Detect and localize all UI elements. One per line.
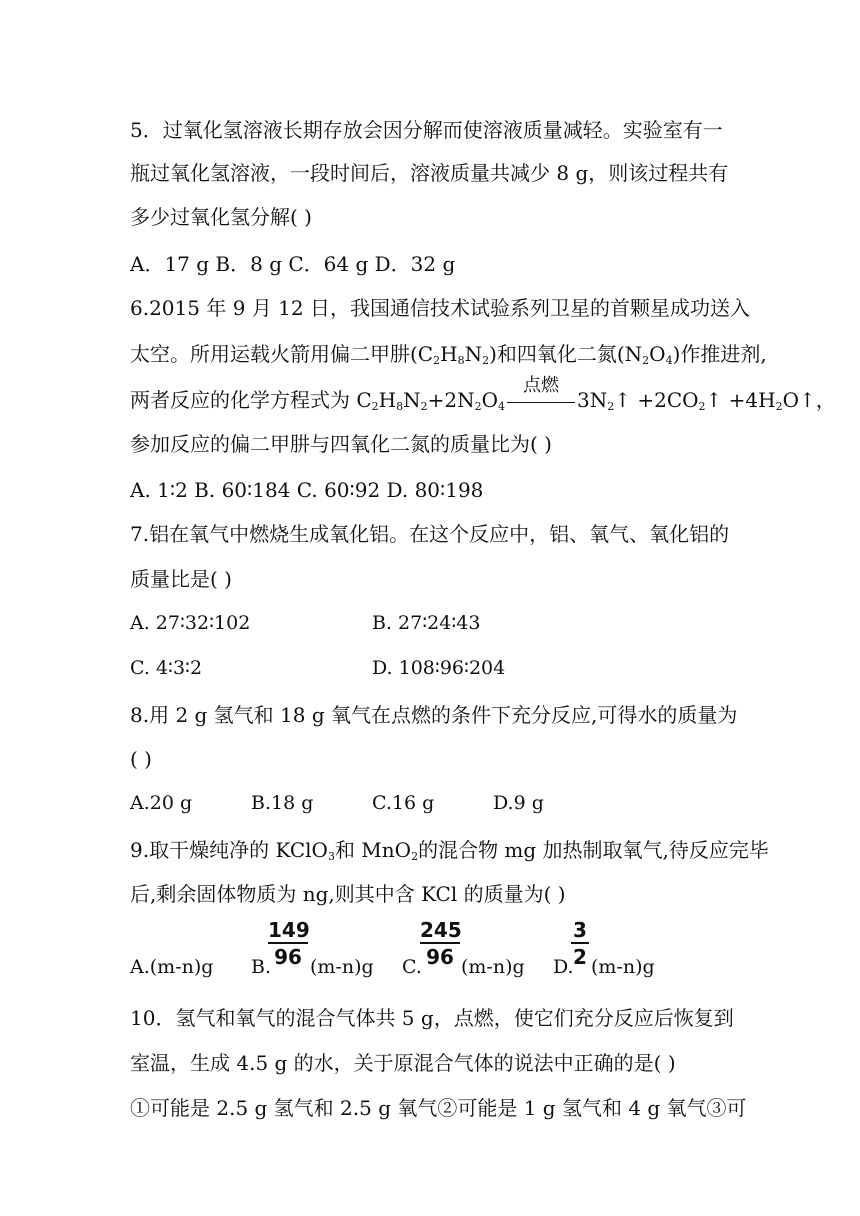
- q9-option-d-suffix: (m-n)g: [591, 956, 655, 978]
- q10-line-3: ①可能是 2.5 g 氢气和 2.5 g 氧气②可能是 1 g 氢气和 4 g 氧气③可: [130, 1096, 747, 1120]
- q9-option-d-numerator: 3: [573, 918, 587, 942]
- q9-option-b-suffix: (m-n)g: [310, 956, 374, 978]
- q9-option-c-fraction: [420, 918, 460, 970]
- q8-line-1: 8.用 2 g 氢气和 18 g 氧气在点燃的条件下充分反应,可得水的质量为: [130, 703, 738, 727]
- q9-option-a: A.(m-n)g: [130, 956, 214, 978]
- q9-option-d-prefix: D.: [553, 956, 574, 978]
- q9-option-b-numerator: 149: [268, 918, 310, 942]
- q7-option-d: D. 108∶96∶204: [372, 657, 506, 679]
- q8-option-d: D.9 g: [493, 792, 544, 814]
- q5-options: A．17 g B．8 g C．64 g D．32 g: [130, 252, 456, 276]
- q9-option-d-denominator: 2: [571, 942, 589, 970]
- q9-line-2: 后,剩余固体物质为 ng,则其中含 KCl 的质量为( ): [130, 882, 566, 906]
- q5-line-2: 瓶过氧化氢溶液，一段时间后，溶液质量共减少 8 g，则该过程共有: [130, 161, 729, 185]
- q6-options: A. 1∶2 B. 60∶184 C. 60∶92 D. 80∶198: [130, 478, 484, 502]
- q6-line-1: 6.2015 年 9 月 12 日，我国通信技术试验系列卫星的首颗星成功送入: [130, 296, 750, 320]
- q8-option-b: B.18 g: [251, 792, 314, 814]
- q7-option-a: A. 27∶32∶102: [130, 612, 251, 634]
- q6-equation-line: 两者反应的化学方程式为 $C_2H_8N_2+2N_2O_4$ 点燃 $3N_2↑$ $+2CO_2↑$ $+4H_2O↑$，: [130, 375, 836, 413]
- q6-line-4: 参加反应的偏二甲肼与四氧化二氮的质量比为( ): [130, 432, 552, 456]
- q9-option-b-prefix: B.: [251, 956, 272, 978]
- q8-line-2: ( ): [130, 747, 152, 771]
- q9-option-d-fraction: [571, 918, 589, 970]
- q7-option-b: B. 27∶24∶43: [372, 612, 481, 634]
- q8-option-c: C.16 g: [372, 792, 435, 814]
- q9-option-b-fraction: [268, 918, 308, 970]
- q9-option-b-denominator: 96: [268, 942, 308, 970]
- q7-line-2: 质量比是( ): [130, 567, 232, 591]
- q7-line-1: 7.铝在氧气中燃烧生成氧化铝。在这个反应中，铝、氧气、氧化铝的: [130, 522, 730, 546]
- q6-line-2: 太空。所用运载火箭用偏二甲肼$(C_2H_8N_2)$和四氧化二氮$(N_2O_4)$作推进剂,: [130, 342, 767, 367]
- q10-line-1: 10．氢气和氧气的混合气体共 5 g，点燃，使它们充分反应后恢复到: [130, 1006, 734, 1030]
- q9-line-1: 9.取干燥纯净的 KClO$_3$和 MnO$_2$的混合物 mg 加热制取氧气,待反应完毕: [130, 838, 769, 863]
- q9-option-c-prefix: C.: [402, 956, 422, 978]
- q5-line-1: 5．过氧化氢溶液长期存放会因分解而使溶液质量减轻。实验室有一: [130, 118, 723, 142]
- q5-line-3: 多少过氧化氢分解( ): [130, 205, 312, 229]
- q10-line-2: 室温，生成 4.5 g 的水，关于原混合气体的说法中正确的是( ): [130, 1051, 676, 1075]
- q9-option-c-numerator: 245: [420, 918, 462, 942]
- reaction-condition: 点燃: [507, 386, 575, 414]
- q9-option-c-suffix: (m-n)g: [461, 956, 525, 978]
- q8-option-a: A.20 g: [130, 792, 193, 814]
- q9-option-c-denominator: 96: [420, 942, 460, 970]
- q7-option-c: C. 4∶3∶2: [130, 657, 203, 679]
